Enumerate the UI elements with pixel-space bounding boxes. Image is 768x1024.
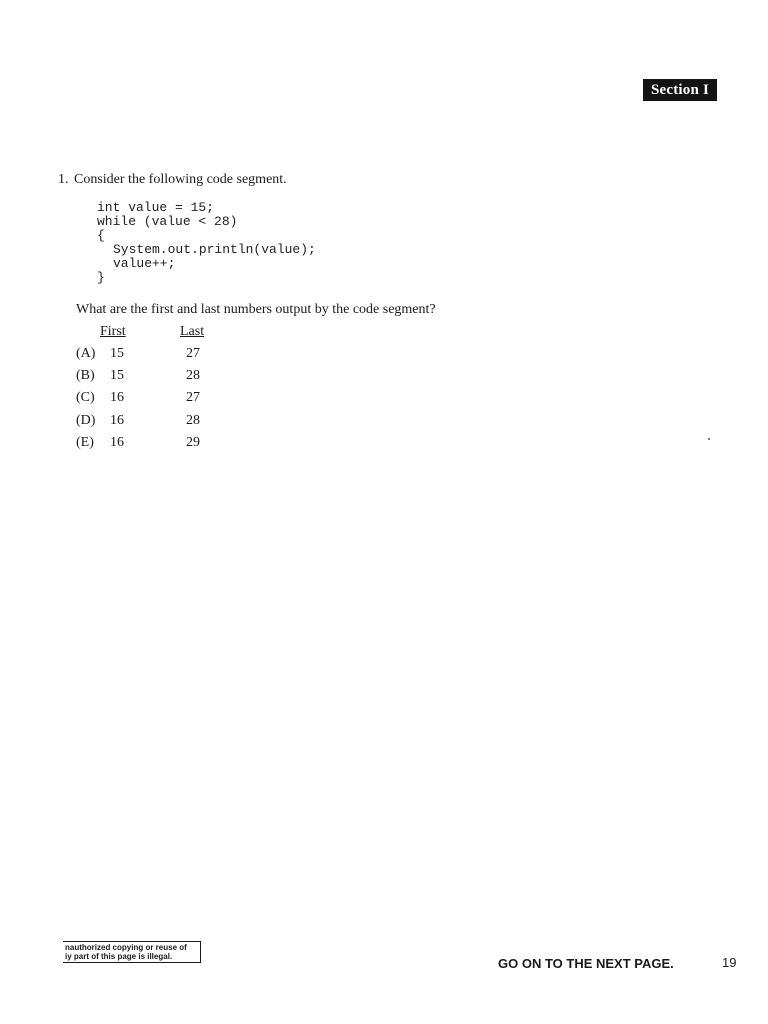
- code-line: int value = 15;: [97, 200, 215, 215]
- question-number: 1.: [58, 172, 69, 187]
- copyright-notice: [63, 941, 201, 963]
- choice-last: 29: [186, 435, 200, 450]
- code-segment: [97, 201, 316, 285]
- code-line: System.out.println(value);: [113, 242, 316, 257]
- question-text: Consider the following code segment.: [74, 172, 287, 187]
- code-line: while (value < 28): [97, 214, 238, 229]
- question-prompt: What are the first and last numbers output by the code segment?: [76, 302, 436, 317]
- choice-last: 28: [186, 413, 200, 428]
- choice-last: 27: [186, 346, 200, 361]
- next-page-instruction: GO ON TO THE NEXT PAGE.: [498, 956, 674, 971]
- choice-first: 16: [110, 390, 124, 405]
- choice-letter: (A): [76, 346, 96, 361]
- choice-letter: (B): [76, 368, 95, 383]
- notice-line: nauthorized copying or reuse of: [65, 943, 187, 952]
- question-stem: [58, 172, 287, 188]
- choice-first: 15: [110, 346, 124, 361]
- choice-letter: (D): [76, 413, 96, 428]
- column-header-last: Last: [180, 324, 205, 339]
- choice-last: 27: [186, 390, 200, 405]
- choice-letter: (E): [76, 435, 94, 450]
- choice-first: 15: [110, 368, 124, 383]
- scan-speck: [708, 438, 710, 440]
- code-line: {: [97, 228, 105, 243]
- section-badge: Section I: [643, 79, 717, 101]
- code-line: value++;: [113, 256, 176, 271]
- choice-letter: (C): [76, 390, 95, 405]
- code-line: }: [97, 270, 105, 285]
- choice-first: 16: [110, 413, 124, 428]
- column-header-first: First: [100, 324, 126, 339]
- choice-last: 28: [186, 368, 200, 383]
- notice-line: iy part of this page is illegal.: [65, 952, 173, 961]
- choice-first: 16: [110, 435, 124, 450]
- page-number: 19: [722, 955, 737, 970]
